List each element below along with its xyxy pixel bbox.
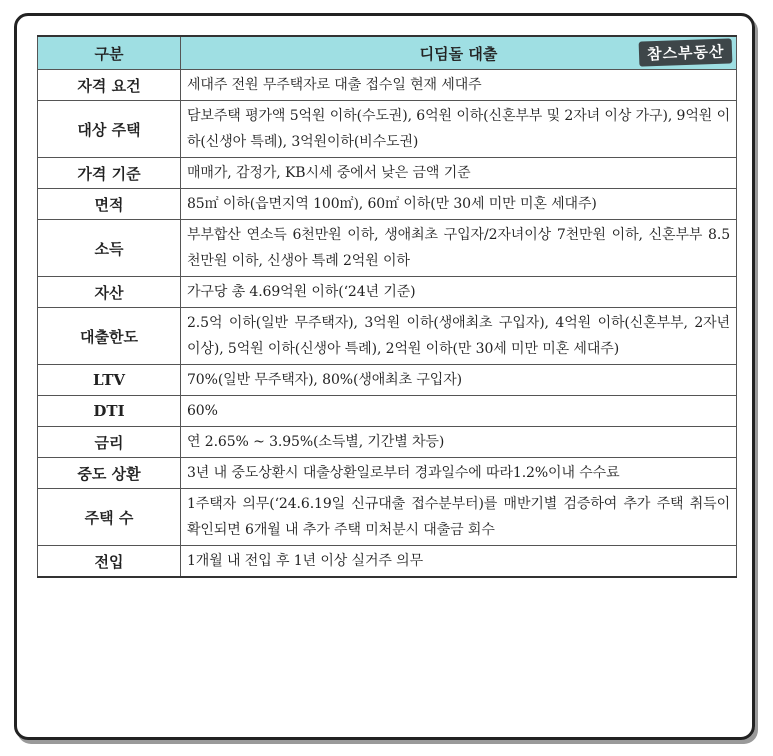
row-label: 대상 주택 [38, 101, 181, 158]
table-row [38, 489, 737, 546]
watermark-logo: 참스부동산 [638, 38, 732, 66]
row-value: 60% [181, 396, 737, 427]
table-row [38, 396, 737, 427]
row-value: 1개월 내 전입 후 1년 이상 실거주 의무 [181, 546, 737, 578]
table-row [38, 308, 737, 365]
table-row [38, 220, 737, 277]
row-label: 대출한도 [38, 308, 181, 365]
table-row [38, 427, 737, 458]
row-label: 면적 [38, 189, 181, 220]
header-loan-title: 디딤돌 대출 [419, 44, 498, 63]
row-label: 자격 요건 [38, 70, 181, 101]
row-value: 1주택자 의무(‘24.6.19일 신규대출 접수분부터)를 매반기별 검증하여 추가 주택 취득이 확인되면 6개월 내 추가 주택 미처분시 대출금 회수 [181, 489, 737, 546]
table-row [38, 546, 737, 578]
table-row [38, 70, 737, 101]
table-row [38, 277, 737, 308]
header-loan-name [181, 36, 737, 70]
row-value: 가구당 총 4.69억원 이하(‘24년 기준) [181, 277, 737, 308]
row-label: 전입 [38, 546, 181, 578]
row-value: 85㎡ 이하(읍면지역 100㎡), 60㎡ 이하(만 30세 미만 미혼 세대주) [181, 189, 737, 220]
row-label: 자산 [38, 277, 181, 308]
row-label: LTV [38, 365, 181, 396]
table-row [38, 458, 737, 489]
table-row [38, 189, 737, 220]
loan-info-table [37, 35, 737, 578]
table-row [38, 101, 737, 158]
row-value: 70%(일반 무주택자), 80%(생애최초 구입자) [181, 365, 737, 396]
row-label: 소득 [38, 220, 181, 277]
table-row [38, 365, 737, 396]
table-header-row [38, 36, 737, 70]
row-value: 담보주택 평가액 5억원 이하(수도권), 6억원 이하(신혼부부 및 2자녀 이상 가구), 9억원 이하(신생아 특례), 3억원이하(비수도권) [181, 101, 737, 158]
row-value: 부부합산 연소득 6천만원 이하, 생애최초 구입자/2자녀이상 7천만원 이하, 신혼부부 8.5천만원 이하, 신생아 특례 2억원 이하 [181, 220, 737, 277]
row-label: 주택 수 [38, 489, 181, 546]
row-label: 중도 상환 [38, 458, 181, 489]
row-label: 가격 기준 [38, 158, 181, 189]
header-category: 구분 [38, 36, 181, 70]
row-value: 2.5억 이하(일반 무주택자), 3억원 이하(생애최초 구입자), 4억원 이하(신혼부부, 2자년 이상), 5억원 이하(신생아 특례), 2억원 이하(만 30세 미만 미혼 세대주) [181, 308, 737, 365]
row-value: 세대주 전원 무주택자로 대출 접수일 현재 세대주 [181, 70, 737, 101]
row-label: 금리 [38, 427, 181, 458]
table-row [38, 158, 737, 189]
row-value: 매매가, 감정가, KB시세 중에서 낮은 금액 기준 [181, 158, 737, 189]
row-value: 3년 내 중도상환시 대출상환일로부터 경과일수에 따라1.2%이내 수수료 [181, 458, 737, 489]
row-value: 연 2.65% ~ 3.95%(소득별, 기간별 차등) [181, 427, 737, 458]
row-label: DTI [38, 396, 181, 427]
